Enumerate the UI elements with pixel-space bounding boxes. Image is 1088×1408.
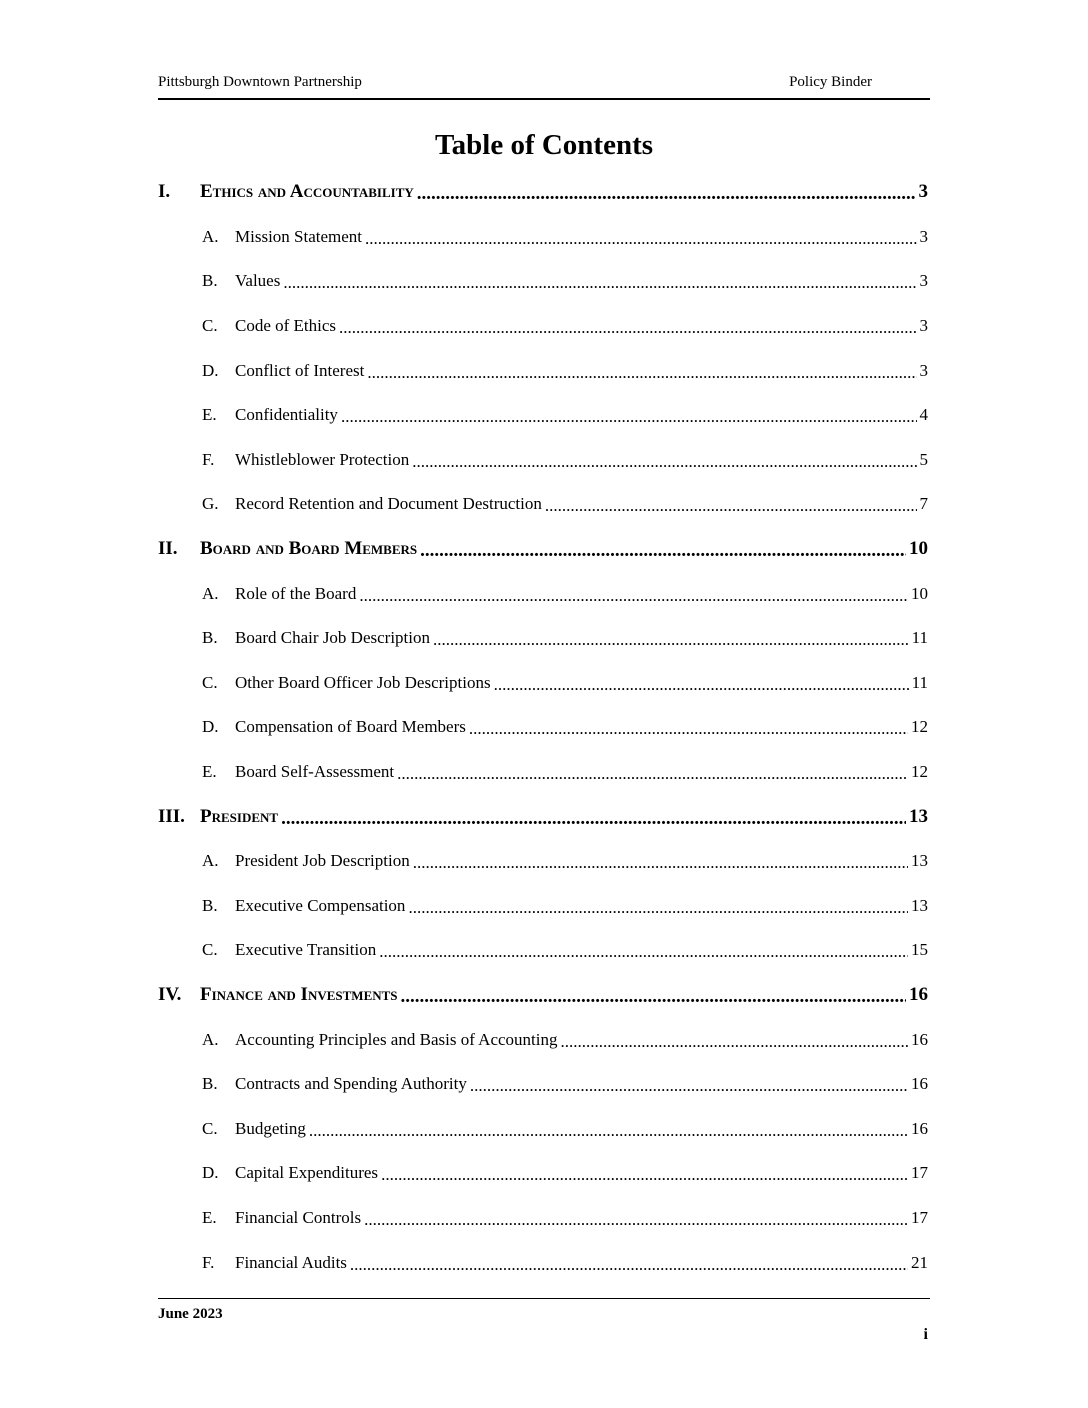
toc-entry-title: Compensation of Board Members: [235, 717, 466, 737]
toc-dot-leader: [494, 675, 909, 695]
toc-entry-number: B.: [202, 271, 218, 291]
toc-entry-page: 15: [911, 940, 928, 960]
toc-item[interactable]: [158, 215, 930, 260]
toc-section-2[interactable]: [158, 527, 930, 572]
page-header: [158, 74, 930, 100]
toc-entry-page: 10: [909, 538, 928, 560]
toc-dot-leader: [283, 273, 916, 293]
toc-entry-title: President Job Description: [235, 851, 410, 871]
document-title: Policy Binder: [789, 74, 872, 90]
toc-section-1[interactable]: [158, 170, 930, 215]
toc-item[interactable]: [158, 616, 930, 661]
table-of-contents: [158, 170, 930, 1285]
toc-entry-page: 17: [911, 1207, 928, 1227]
toc-item[interactable]: [158, 438, 930, 483]
toc-entry-number: IV.: [158, 983, 182, 1005]
toc-item[interactable]: [158, 1196, 930, 1241]
toc-entry-page: 13: [911, 895, 928, 915]
toc-dot-leader: [470, 1076, 908, 1096]
toc-item[interactable]: [158, 304, 930, 349]
toc-dot-leader: [359, 586, 908, 606]
toc-dot-leader: [401, 986, 906, 1008]
toc-item[interactable]: [158, 839, 930, 884]
toc-entry-title: Capital Expenditures: [235, 1163, 379, 1183]
toc-entry-page: 4: [919, 405, 928, 425]
toc-dot-leader: [364, 1210, 908, 1230]
toc-item[interactable]: [158, 259, 930, 304]
toc-entry-number: A.: [202, 1029, 219, 1049]
toc-entry-number: F.: [202, 1252, 215, 1272]
toc-dot-leader: [339, 318, 916, 338]
toc-entry-title: Accounting Principles and Basis of Accounting: [235, 1029, 558, 1049]
toc-entry-title: Executive Transition: [235, 940, 377, 960]
footer-date: June 2023: [158, 1306, 223, 1322]
toc-entry-title: Conflict of Interest: [235, 360, 365, 380]
page-footer: [158, 1298, 930, 1323]
toc-entry-page: 3: [919, 271, 928, 291]
toc-section-4[interactable]: [158, 973, 930, 1018]
toc-dot-leader: [397, 764, 908, 784]
toc-item[interactable]: [158, 884, 930, 929]
toc-item[interactable]: [158, 348, 930, 393]
toc-entry-number: A.: [202, 226, 219, 246]
toc-dot-leader: [281, 808, 906, 830]
toc-entry-number: E.: [202, 405, 217, 425]
toc-dot-leader: [412, 452, 916, 472]
toc-entry-page: 12: [911, 762, 928, 782]
toc-entry-title: Other Board Officer Job Descriptions: [235, 672, 491, 692]
toc-entry-page: 17: [911, 1163, 928, 1183]
toc-entry-title: Values: [235, 271, 281, 291]
toc-dot-leader: [341, 407, 917, 427]
toc-entry-title: Mission Statement: [235, 226, 363, 246]
toc-entry-number: A.: [202, 851, 219, 871]
toc-dot-leader: [433, 630, 909, 650]
toc-entry-page: 11: [911, 672, 928, 692]
toc-entry-number: C.: [202, 940, 218, 960]
organization-name: Pittsburgh Downtown Partnership: [158, 74, 362, 90]
toc-entry-title: Board and Board Members: [200, 538, 418, 560]
toc-title: Table of Contents: [434, 129, 654, 161]
toc-entry-page: 3: [919, 360, 928, 380]
toc-entry-page: 7: [919, 494, 928, 514]
toc-dot-leader: [545, 496, 917, 516]
toc-entry-number: E.: [202, 762, 217, 782]
toc-dot-leader: [420, 540, 906, 562]
toc-dot-leader: [350, 1255, 908, 1275]
toc-entry-title: Ethics and Accountability: [200, 181, 414, 203]
toc-entry-page: 13: [911, 851, 928, 871]
toc-item[interactable]: [158, 1151, 930, 1196]
toc-entry-title: Role of the Board: [235, 583, 357, 603]
toc-entry-number: A.: [202, 583, 219, 603]
toc-entry-title: Record Retention and Document Destruction: [235, 494, 542, 514]
toc-entry-number: F.: [202, 449, 215, 469]
toc-item[interactable]: [158, 750, 930, 795]
toc-entry-title: President: [200, 805, 279, 827]
toc-entry-page: 21: [911, 1252, 928, 1272]
toc-entry-title: Financial Controls: [235, 1207, 362, 1227]
toc-entry-page: 5: [919, 449, 928, 469]
toc-entry-number: B.: [202, 1074, 218, 1094]
toc-entry-number: B.: [202, 895, 218, 915]
toc-entry-page: 16: [909, 983, 928, 1005]
toc-dot-leader: [365, 229, 916, 249]
toc-item[interactable]: [158, 928, 930, 973]
toc-dot-leader: [309, 1121, 908, 1141]
toc-entry-page: 16: [911, 1029, 928, 1049]
toc-section-3[interactable]: [158, 794, 930, 839]
toc-entry-number: B.: [202, 628, 218, 648]
toc-entry-number: II.: [158, 538, 178, 560]
toc-dot-leader: [413, 853, 908, 873]
toc-entry-page: 16: [911, 1074, 928, 1094]
toc-item[interactable]: [158, 482, 930, 527]
toc-dot-leader: [469, 719, 908, 739]
toc-entry-number: C.: [202, 672, 218, 692]
toc-entry-title: Contracts and Spending Authority: [235, 1074, 467, 1094]
toc-dot-leader: [367, 363, 916, 383]
toc-entry-number: III.: [158, 805, 185, 827]
toc-entry-title: Board Chair Job Description: [235, 628, 430, 648]
toc-entry-page: 3: [919, 226, 928, 246]
toc-dot-leader: [417, 183, 916, 205]
toc-entry-title: Finance and Investments: [200, 983, 398, 1005]
toc-entry-page: 16: [911, 1118, 928, 1138]
toc-entry-number: D.: [202, 360, 219, 380]
toc-dot-leader: [408, 898, 908, 918]
toc-entry-title: Budgeting: [235, 1118, 306, 1138]
toc-dot-leader: [381, 1165, 908, 1185]
toc-entry-title: Financial Audits: [235, 1252, 347, 1272]
toc-item[interactable]: [158, 1017, 930, 1062]
toc-entry-number: G.: [202, 494, 219, 514]
toc-entry-page: 3: [919, 316, 928, 336]
toc-item[interactable]: [158, 1240, 930, 1285]
toc-entry-page: 13: [909, 805, 928, 827]
toc-item[interactable]: [158, 1062, 930, 1107]
toc-item[interactable]: [158, 1106, 930, 1151]
toc-entry-title: Board Self-Assessment: [235, 762, 395, 782]
toc-item[interactable]: [158, 571, 930, 616]
toc-entry-title: Confidentiality: [235, 405, 338, 425]
toc-entry-title: Whistleblower Protection: [235, 449, 410, 469]
toc-item[interactable]: [158, 705, 930, 750]
toc-entry-page: 12: [911, 717, 928, 737]
toc-entry-number: E.: [202, 1207, 217, 1227]
toc-entry-page: 3: [918, 181, 928, 203]
toc-entry-page: 11: [911, 628, 928, 648]
toc-item[interactable]: [158, 661, 930, 706]
toc-entry-number: I.: [158, 181, 171, 203]
toc-dot-leader: [379, 942, 908, 962]
page-number: i: [923, 1326, 928, 1343]
toc-entry-number: C.: [202, 1118, 218, 1138]
toc-entry-number: D.: [202, 717, 219, 737]
toc-entry-number: C.: [202, 316, 218, 336]
toc-entry-number: D.: [202, 1163, 219, 1183]
toc-entry-title: Executive Compensation: [235, 895, 406, 915]
toc-item[interactable]: [158, 393, 930, 438]
toc-dot-leader: [560, 1032, 908, 1052]
toc-entry-title: Code of Ethics: [235, 316, 337, 336]
toc-entry-page: 10: [911, 583, 928, 603]
